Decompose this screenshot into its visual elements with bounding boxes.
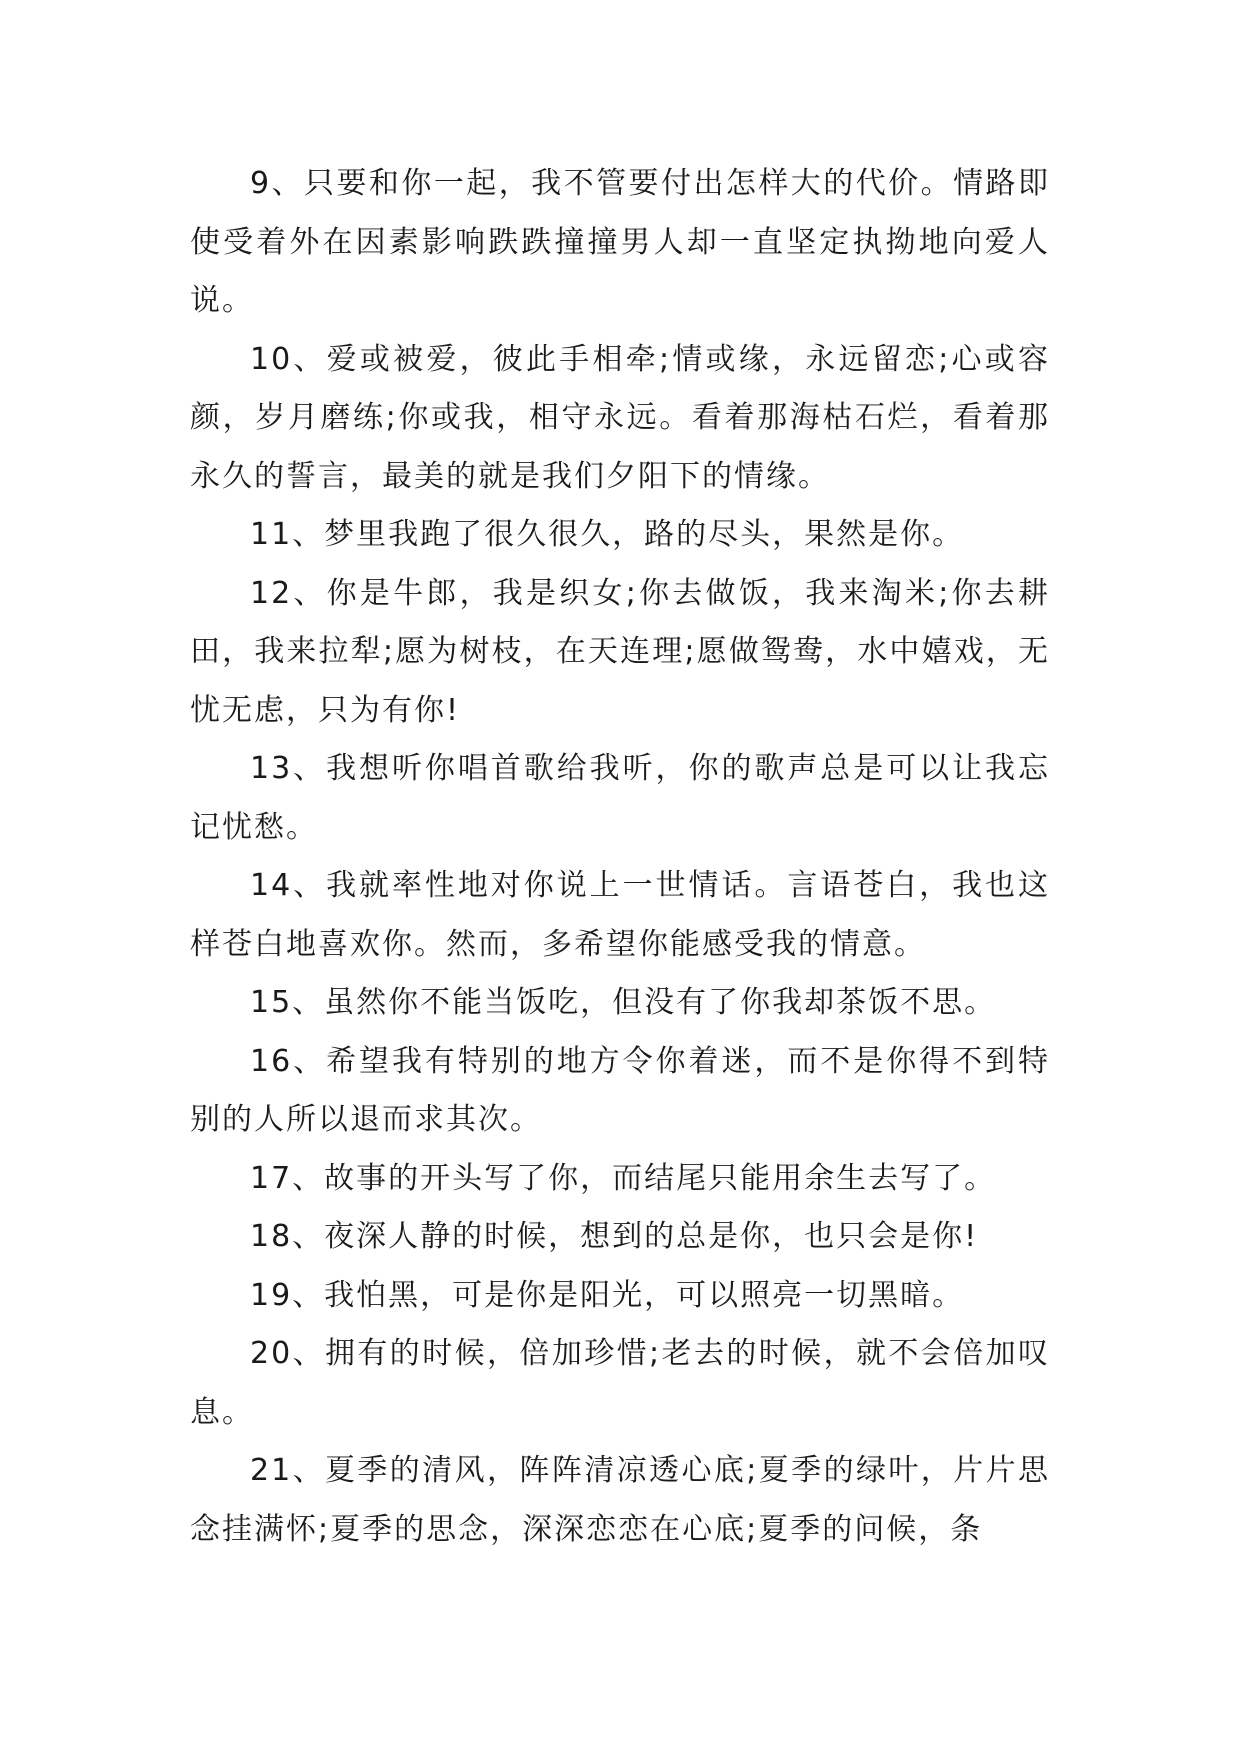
- paragraph-10: 10、爱或被爱，彼此手相牵;情或缘，永远留恋;心或容颜，岁月磨练;你或我，相守永远。看着那海枯石烂，看着那永久的誓言，最美的就是我们夕阳下的情缘。: [190, 341, 1050, 494]
- paragraph-15: 15、虽然你不能当饭吃，但没有了你我却茶饭不思。: [250, 985, 997, 1020]
- paragraph-21: 21、夏季的清风，阵阵清凉透心底;夏季的绿叶，片片思念挂满怀;夏季的思念，深深恋恋在心底;夏季的问候，条: [190, 1453, 1050, 1547]
- document-body: [190, 155, 1050, 1559]
- paragraph-20: 20、拥有的时候，倍加珍惜;老去的时候，就不会倍加叹息。: [190, 1336, 1050, 1430]
- paragraph-18: 18、夜深人静的时候，想到的总是你，也只会是你!: [250, 1219, 979, 1254]
- paragraph-11: 11、梦里我跑了很久很久，路的尽头，果然是你。: [250, 517, 965, 552]
- paragraph-9: 9、只要和你一起，我不管要付出怎样大的代价。情路即使受着外在因素影响跌跌撞撞男人却一直坚定执拗地向爱人说。: [190, 166, 1050, 318]
- paragraph-14: 14、我就率性地对你说上一世情话。言语苍白，我也这样苍白地喜欢你。然而，多希望你能感受我的情意。: [190, 868, 1050, 962]
- paragraph-19: 19、我怕黑，可是你是阳光，可以照亮一切黑暗。: [250, 1277, 965, 1313]
- paragraph-17: 17、故事的开头写了你，而结尾只能用余生去写了。: [250, 1160, 997, 1196]
- paragraph-12: 12、你是牛郎，我是织女;你去做饭，我来淘米;你去耕田，我来拉犁;愿为树枝，在天连理;愿做鸳鸯，水中嬉戏，无忧无虑，只为有你!: [190, 575, 1050, 728]
- paragraph-13: 13、我想听你唱首歌给我听，你的歌声总是可以让我忘记忧愁。: [190, 751, 1050, 845]
- paragraph-16: 16、希望我有特别的地方令你着迷，而不是你得不到特别的人所以退而求其次。: [190, 1043, 1050, 1137]
